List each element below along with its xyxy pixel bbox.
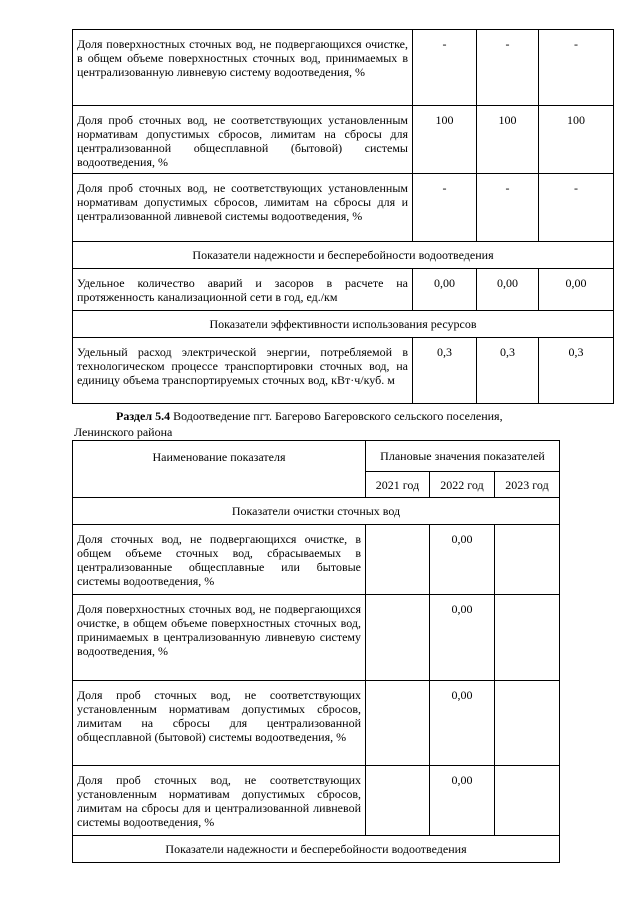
table-row bbox=[73, 106, 614, 174]
table-row bbox=[73, 595, 560, 681]
value-cell: 0,3 bbox=[539, 338, 614, 404]
section-row bbox=[73, 498, 560, 525]
indicator-name: Доля поверхностных сточных вод, не подвергающихся очистке, в общем объеме поверхностных сточных вод, принимаемых в централизованную ливневую систему водоотведения, % bbox=[73, 595, 366, 681]
section-heading-text: Водоотведение пгт. Багерово Багеровского сельского поселения, Ленинского района bbox=[74, 409, 503, 439]
column-header-year: 2021 год bbox=[366, 472, 430, 498]
value-cell: 0,00 bbox=[413, 269, 477, 311]
value-cell: 0,00 bbox=[430, 681, 495, 766]
value-cell bbox=[495, 766, 560, 836]
table-row bbox=[73, 338, 614, 404]
value-cell: 0,3 bbox=[413, 338, 477, 404]
column-header-year: 2022 год bbox=[430, 472, 495, 498]
value-cell bbox=[366, 681, 430, 766]
section-title: Показатели надежности и бесперебойности водоотведения bbox=[73, 242, 614, 269]
value-cell: - bbox=[477, 174, 539, 242]
value-cell: 0,00 bbox=[539, 269, 614, 311]
value-cell bbox=[366, 766, 430, 836]
value-cell bbox=[495, 681, 560, 766]
value-cell: - bbox=[413, 30, 477, 106]
indicator-name: Доля проб сточных вод, не соответствующих установленным нормативам допустимых сбросов, лимитам на сбросы для централизованной общесплавной (бытовой) системы водоотведения, % bbox=[73, 106, 413, 174]
value-cell: 0,00 bbox=[430, 525, 495, 595]
value-cell: 0,00 bbox=[477, 269, 539, 311]
table-row bbox=[73, 525, 560, 595]
value-cell: - bbox=[539, 30, 614, 106]
value-cell: 0,00 bbox=[430, 766, 495, 836]
section-title: Показатели надежности и бесперебойности водоотведения bbox=[73, 836, 560, 863]
value-cell: 100 bbox=[477, 106, 539, 174]
value-cell bbox=[366, 595, 430, 681]
indicator-name: Доля проб сточных вод, не соответствующих установленным нормативам допустимых сбросов, лимитам на сбросы для и централизованной ливневой системы водоотведения, % bbox=[73, 766, 366, 836]
value-cell bbox=[495, 525, 560, 595]
indicator-name: Удельный расход электрической энергии, потребляемой в технологическом процессе транспортировки сточных вод, на единицу объема транспортируемых сточных вод, кВт·ч/куб. м bbox=[73, 338, 413, 404]
column-header-year: 2023 год bbox=[495, 472, 560, 498]
section-title: Показатели очистки сточных вод bbox=[73, 498, 560, 525]
value-cell: 0,00 bbox=[430, 595, 495, 681]
indicator-name: Доля проб сточных вод, не соответствующих установленным нормативам допустимых сбросов, лимитам на сбросы для и централизованной ливневой системы водоотведения, % bbox=[73, 174, 413, 242]
column-header-name: Наименование показателя bbox=[73, 441, 366, 498]
indicator-name: Доля сточных вод, не подвергающихся очистке, в общем объеме сточных вод, сбрасываемых в централизованные общесплавные или бытовые системы водоотведения, % bbox=[73, 525, 366, 595]
value-cell: - bbox=[477, 30, 539, 106]
table-row bbox=[73, 269, 614, 311]
column-header-plan: Плановые значения показателей bbox=[366, 441, 560, 472]
value-cell: - bbox=[413, 174, 477, 242]
indicators-table-continued bbox=[72, 29, 614, 404]
table-row bbox=[73, 174, 614, 242]
value-cell: 100 bbox=[539, 106, 614, 174]
table-row bbox=[73, 766, 560, 836]
value-cell: 100 bbox=[413, 106, 477, 174]
section-title: Показатели эффективности использования ресурсов bbox=[73, 311, 614, 338]
header-row bbox=[73, 441, 560, 472]
indicator-name: Удельное количество аварий и засоров в расчете на протяженность канализационной сети в год, ед./км bbox=[73, 269, 413, 311]
section-row bbox=[73, 242, 614, 269]
section-number: Раздел 5.4 bbox=[116, 409, 171, 423]
table-row bbox=[73, 681, 560, 766]
section-heading bbox=[74, 408, 564, 440]
value-cell bbox=[366, 525, 430, 595]
section-row bbox=[73, 836, 560, 863]
indicator-name: Доля поверхностных сточных вод, не подвергающихся очистке, в общем объеме поверхностных сточных вод, принимаемых в централизованную ливневую систему водоотведения, % bbox=[73, 30, 413, 106]
section-row bbox=[73, 311, 614, 338]
value-cell bbox=[495, 595, 560, 681]
indicators-table bbox=[72, 440, 560, 863]
value-cell: 0,3 bbox=[477, 338, 539, 404]
indicator-name: Доля проб сточных вод, не соответствующих установленным нормативам допустимых сбросов, лимитам на сбросы для централизованной общесплавной (бытовой) системы водоотведения, % bbox=[73, 681, 366, 766]
table-row bbox=[73, 30, 614, 106]
value-cell: - bbox=[539, 174, 614, 242]
